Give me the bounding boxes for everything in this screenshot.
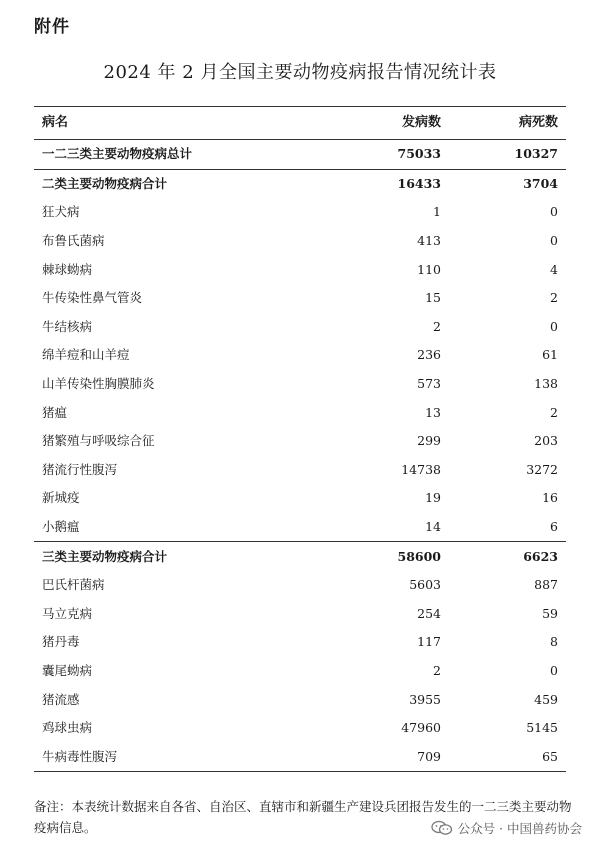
cell-disease-name: 小鹅瘟 [42,519,80,535]
cell-disease-name: 棘球蚴病 [42,261,93,277]
cell-disease-name: 牛传染性鼻气管炎 [42,290,143,306]
cell-deaths: 0 [550,233,558,249]
cell-deaths: 6 [550,519,558,535]
table-row-total [34,169,566,198]
wechat-watermark [431,819,582,837]
table-row [34,313,566,342]
cell-disease-name: 巴氏杆菌病 [42,577,105,593]
cell-cases: 19 [425,490,441,506]
table-row [34,513,566,542]
table-row [34,255,566,284]
table-row [34,370,566,399]
cell-cases: 2 [433,318,441,334]
cell-disease-name: 牛结核病 [42,318,93,334]
table-row [34,484,566,513]
cell-cases: 299 [417,433,441,449]
header-disease-name: 病名 [34,107,334,140]
cell-deaths: 0 [550,318,558,334]
table-row [34,714,566,743]
table-row [34,198,566,227]
table-row [34,398,566,427]
cell-cases: 1 [433,204,441,220]
cell-cases: 14 [425,519,441,535]
cell-deaths: 0 [550,204,558,220]
cell-cases: 236 [417,347,441,363]
cell-deaths: 4 [550,261,558,277]
cell-disease-name: 二类主要动物疫病合计 [34,169,334,198]
cell-deaths: 6623 [449,542,566,571]
table-row [34,657,566,686]
cell-disease-name: 牛病毒性腹泻 [42,748,118,764]
cell-deaths: 16 [542,490,558,506]
footnote: 备注：本表统计数据来自各省、自治区、直辖市和新疆生产建设兵团报告发生的一二三类主要动物疫病信息。 [34,799,572,835]
cell-cases: 2 [433,662,441,678]
table-row [34,600,566,629]
cell-cases: 15 [425,290,441,306]
table-row [34,628,566,657]
table-row [34,284,566,313]
cell-cases: 13 [425,404,441,420]
cell-cases: 58600 [334,542,449,571]
cell-disease-name: 猪瘟 [42,404,68,420]
cell-disease-name: 一二三类主要动物疫病总计 [42,146,193,162]
header-cases: 发病数 [334,107,449,140]
cell-cases: 75033 [397,146,441,162]
cell-deaths: 3704 [449,169,566,198]
table-row [34,571,566,600]
table-header-row [34,107,566,140]
cell-cases: 5603 [409,577,441,593]
cell-deaths: 5145 [526,720,558,736]
cell-cases: 709 [417,748,441,764]
cell-cases: 16433 [334,169,449,198]
cell-deaths: 59 [542,605,558,621]
cell-deaths: 61 [542,347,558,363]
cell-deaths: 203 [534,433,558,449]
table-row-total [34,542,566,571]
table-row [34,341,566,370]
table-row [34,227,566,256]
cell-disease-name: 鸡球虫病 [42,720,93,736]
table-row-total [34,140,566,170]
table-row [34,742,566,771]
cell-deaths: 2 [550,290,558,306]
cell-disease-name: 新城疫 [42,490,80,506]
cell-deaths: 3272 [526,461,558,477]
disease-statistics-table [34,106,566,772]
cell-deaths: 887 [534,577,558,593]
cell-disease-name: 猪流行性腹泻 [42,461,118,477]
cell-deaths: 2 [550,404,558,420]
cell-deaths: 10327 [514,146,558,162]
cell-cases: 14738 [401,461,441,477]
cell-deaths: 0 [550,662,558,678]
wechat-icon [431,820,453,836]
cell-deaths: 65 [542,748,558,764]
cell-disease-name: 猪丹毒 [42,634,80,650]
cell-cases: 47960 [401,720,441,736]
cell-cases: 117 [417,634,441,650]
cell-disease-name: 囊尾蚴病 [42,662,93,678]
cell-disease-name: 猪流感 [42,691,80,707]
cell-disease-name: 绵羊痘和山羊痘 [42,347,130,363]
cell-cases: 413 [417,233,441,249]
cell-cases: 3955 [409,691,441,707]
page-title: 2024 年 2 月全国主要动物疫病报告情况统计表 [103,62,497,83]
header-deaths: 病死数 [449,107,566,140]
cell-disease-name: 猪繁殖与呼吸综合征 [42,433,155,449]
table-row [34,685,566,714]
cell-deaths: 8 [550,634,558,650]
table-row [34,456,566,485]
attachment-label: 附件 [34,17,70,37]
cell-deaths: 138 [534,376,558,392]
table-row [34,427,566,456]
cell-cases: 573 [417,376,441,392]
cell-cases: 254 [417,605,441,621]
watermark-text: 公众号 · 中国兽药协会 [457,821,582,836]
cell-disease-name: 山羊传染性胸膜肺炎 [42,376,155,392]
cell-deaths: 459 [534,691,558,707]
cell-disease-name: 马立克病 [42,605,93,621]
cell-cases: 110 [417,261,441,277]
cell-disease-name: 三类主要动物疫病合计 [34,542,334,571]
cell-disease-name: 狂犬病 [42,204,80,220]
cell-disease-name: 布鲁氏菌病 [42,233,105,249]
